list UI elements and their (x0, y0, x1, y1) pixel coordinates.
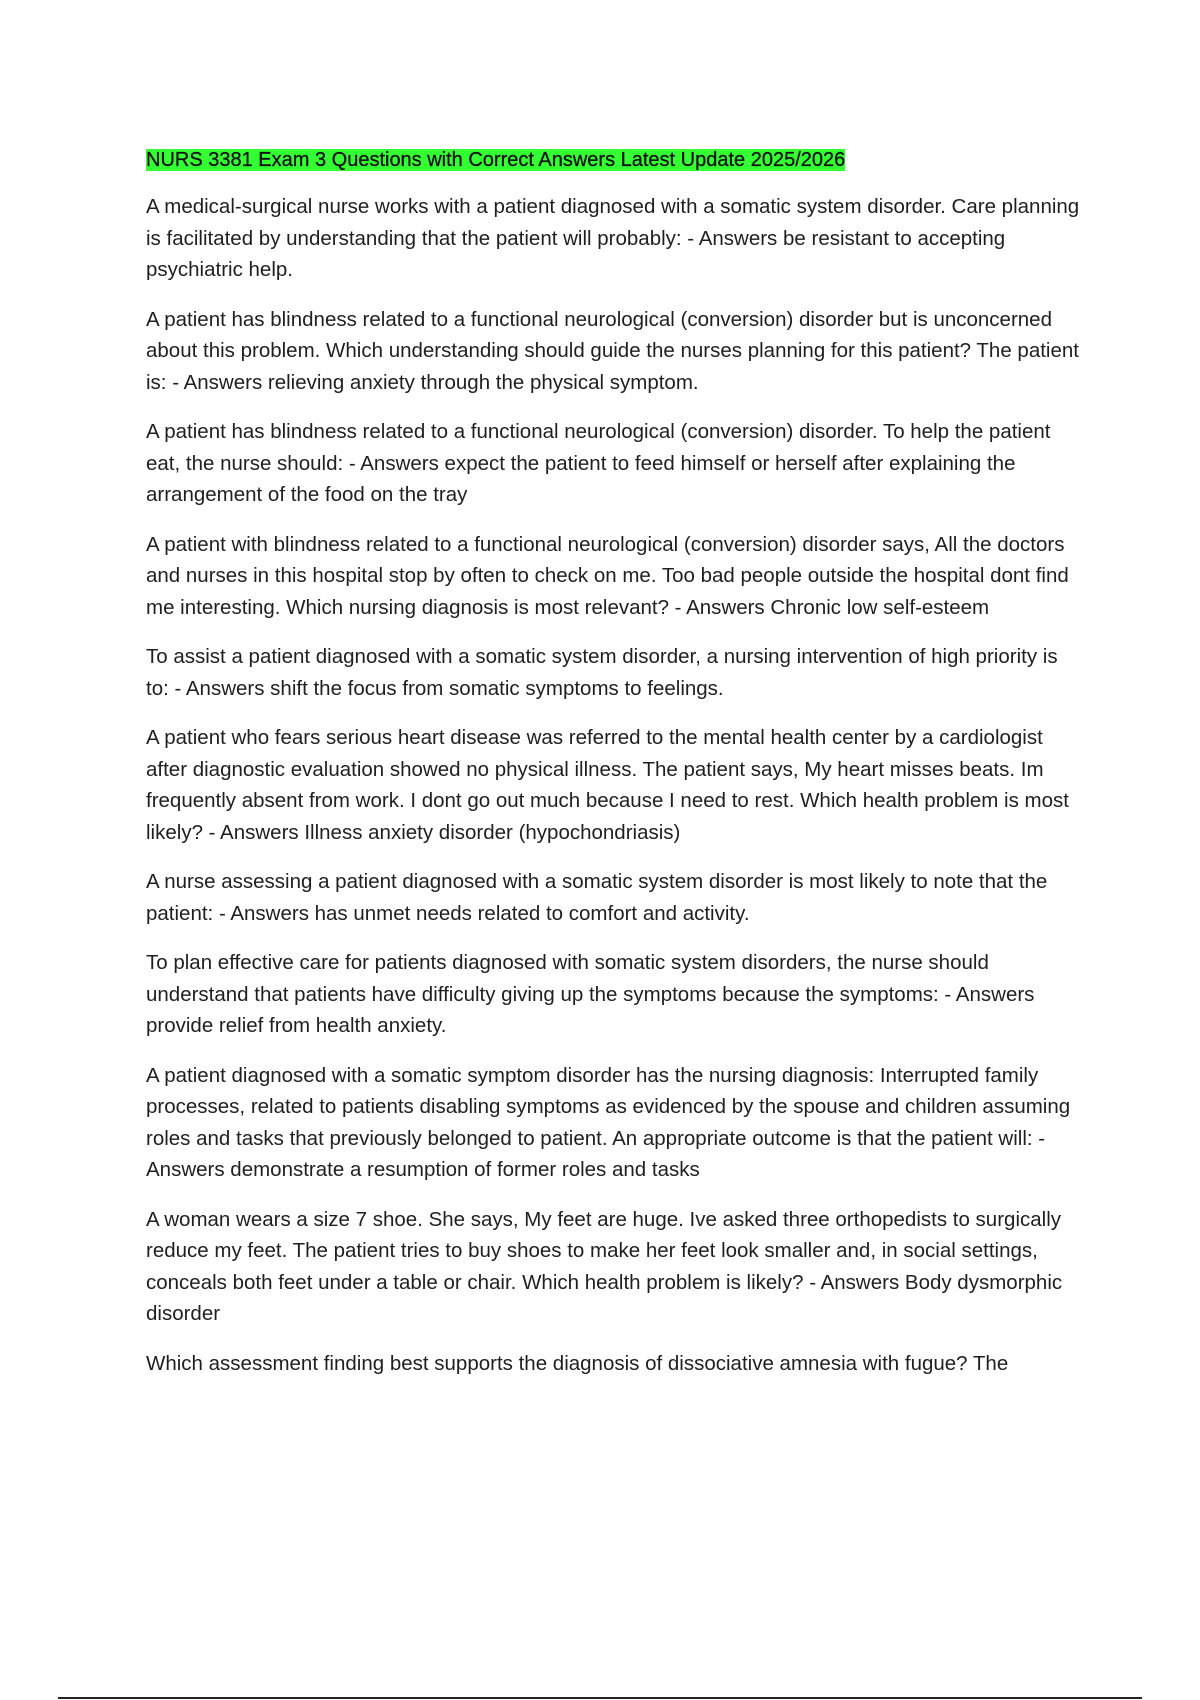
qa-paragraph-11: Which assessment finding best supports the diagnosis of dissociative amnesia with fugue? The (146, 1351, 1009, 1375)
document-title: NURS 3381 Exam 3 Questions with Correct Answers Latest Update 2025/2026 (146, 149, 846, 171)
page-bottom-rule (58, 1697, 1142, 1699)
qa-paragraph-2: A patient has blindness related to a functional neurological (conversion) disorder but is unconcerned about this problem. Which understanding should guide the nurses planning for this patient? The patient is: - Answers relieving anxiety through the physical symptom. (146, 307, 1079, 394)
qa-paragraph-3: A patient has blindness related to a functional neurological (conversion) disorder. To help the patient eat, the nurse should: - Answers expect the patient to feed himself or herself after explaining the arrangement of the food on the tray (146, 420, 1051, 506)
qa-paragraph-6: A patient who fears serious heart disease was referred to the mental health center by a cardiologist after diagnostic evaluation showed no physical illness. The patient says, My heart misses beats. Im frequently absent from work. I dont go out much because I need to rest. Which health problem is most likely? - Answers Illness anxiety disorder (hypochondriasis) (146, 726, 1069, 844)
qa-paragraph-7: A nurse assessing a patient diagnosed with a somatic system disorder is most likely to note that the patient: - Answers has unmet needs related to comfort and activity. (146, 870, 1048, 925)
qa-paragraph-10: A woman wears a size 7 shoe. She says, My feet are huge. Ive asked three orthopedists to surgically reduce my feet. The patient tries to buy shoes to make her feet look smaller and, in social settings, conceals both feet under a table or chair. Which health problem is likely? - Answers Body dysmorphic disorder (146, 1207, 1063, 1325)
title-block (146, 145, 1086, 177)
qa-paragraph-5: To assist a patient diagnosed with a somatic system disorder, a nursing intervention of high priority is to: - Answers shift the focus from somatic symptoms to feelings. (146, 645, 1058, 700)
qa-paragraph-9: A patient diagnosed with a somatic symptom disorder has the nursing diagnosis: Interrupted family processes, related to patients disabling symptoms as evidenced by the spouse and children assuming roles and tasks that previously belonged to patient. An appropriate outcome is that the patient will: - Answers demonstrate a resumption of former roles and tasks (146, 1063, 1071, 1181)
qa-paragraph-8: To plan effective care for patients diagnosed with somatic system disorders, the nurse should understand that patients have difficulty giving up the symptoms because the symptoms: - Answers provide relief from health anxiety. (146, 951, 1035, 1037)
qa-paragraph-4: A patient with blindness related to a functional neurological (conversion) disorder says, All the doctors and nurses in this hospital stop by often to check on me. Too bad people outside the hospital dont find me interesting. Which nursing diagnosis is most relevant? - Answers Chronic low self-esteem (146, 532, 1069, 619)
qa-paragraph-1: A medical-surgical nurse works with a patient diagnosed with a somatic system disorder. Care planning is facilitated by understanding that the patient will probably: - Answers be resistant to accepting psychiatric help. (146, 195, 1080, 281)
document-body (146, 145, 1086, 1397)
